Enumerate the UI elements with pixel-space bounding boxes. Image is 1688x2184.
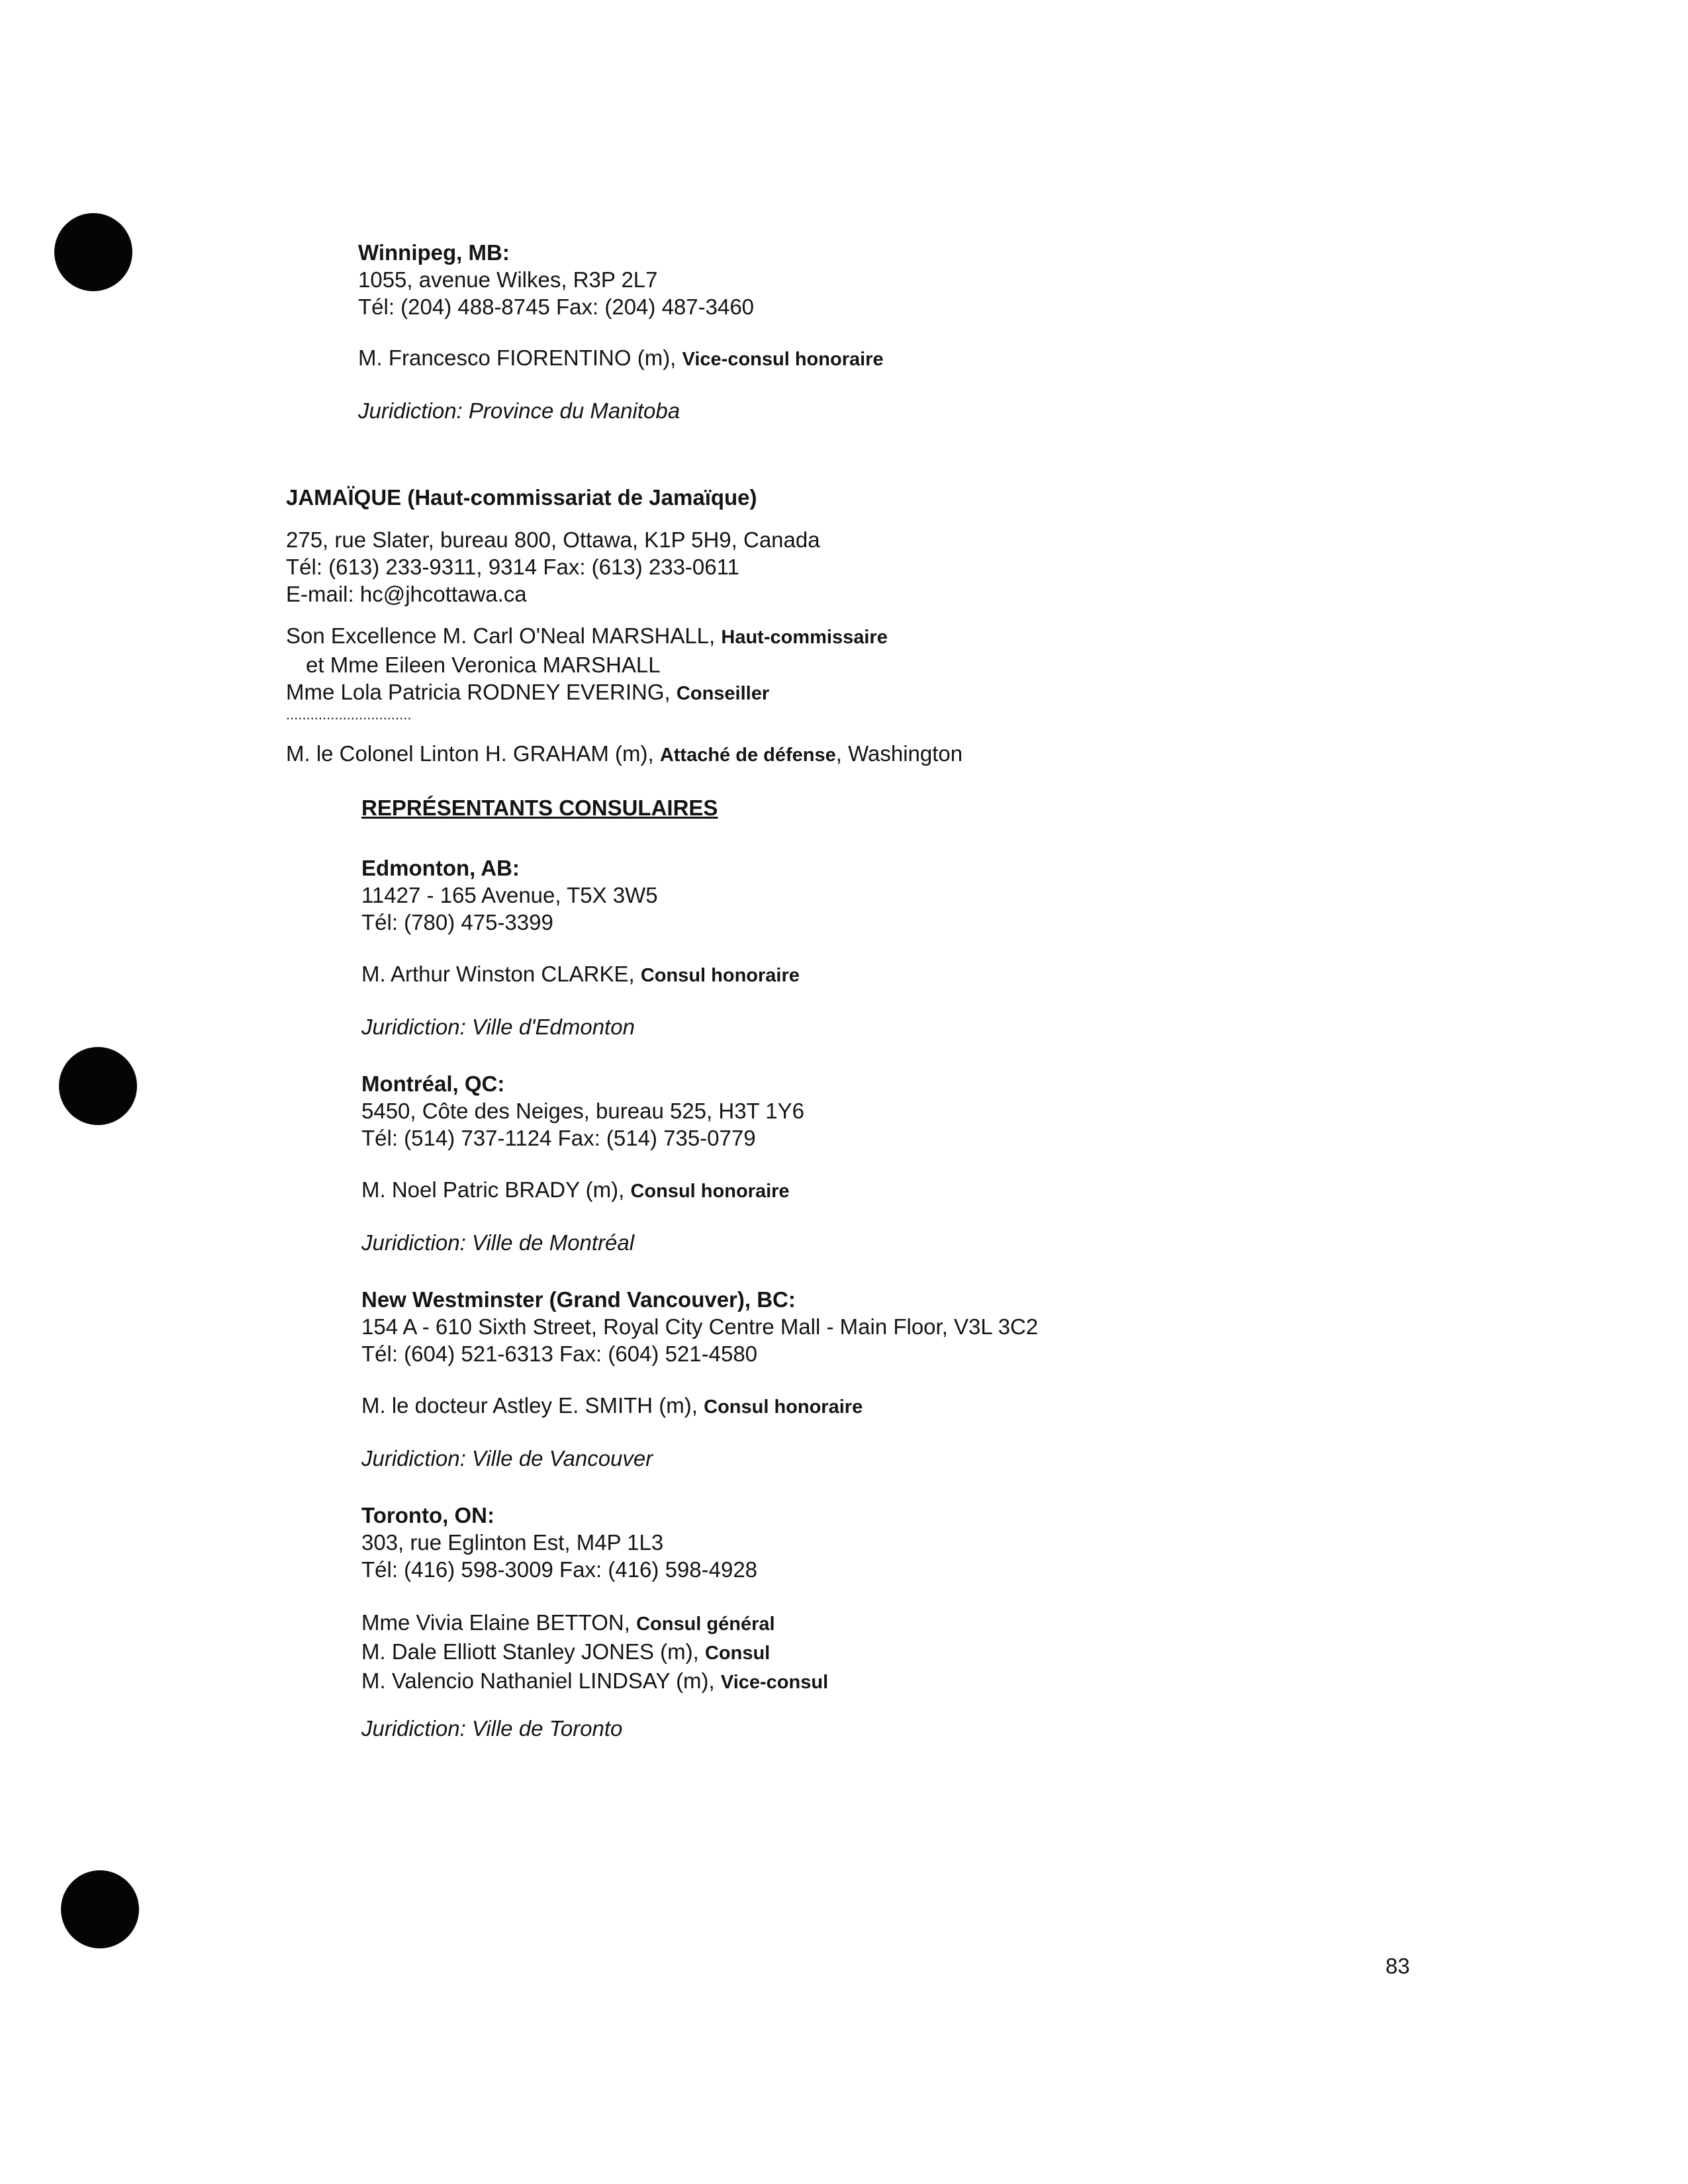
edmonton-contact (361, 854, 658, 936)
page-number: 83 (1385, 1954, 1410, 1978)
jurisdiction: Juridiction: Province du Manitoba (358, 398, 680, 423)
person-title: Consul général (636, 1614, 775, 1635)
address: 303, rue Eglinton Est, M4P 1L3 (361, 1530, 664, 1555)
city-heading: Montréal, QC: (361, 1071, 505, 1096)
location: , Washington (835, 741, 963, 766)
binder-hole-middle (59, 1047, 137, 1125)
winnipeg-official (358, 344, 884, 373)
winnipeg-contact (358, 239, 754, 320)
phone-fax: Tél: (780) 475-3399 (361, 910, 553, 934)
person-name: M. Francesco FIORENTINO (m), (358, 345, 677, 370)
winnipeg-jurisdiction (358, 397, 680, 424)
staff-line (286, 678, 888, 707)
jurisdiction: Juridiction: Ville de Montréal (361, 1230, 635, 1255)
toronto-staff (361, 1609, 828, 1696)
montreal-official (361, 1176, 790, 1205)
edmonton-jurisdiction (361, 1013, 635, 1040)
section-heading (361, 794, 718, 821)
phone-fax: Tél: (613) 233-9311, 9314 Fax: (613) 233-0611 (286, 555, 739, 579)
phone-fax: Tél: (604) 521-6313 Fax: (604) 521-4580 (361, 1342, 758, 1366)
address: 5450, Côte des Neiges, bureau 525, H3T 1Y6 (361, 1099, 805, 1123)
city-heading: New Westminster (Grand Vancouver), BC: (361, 1287, 796, 1312)
jurisdiction: Juridiction: Ville d'Edmonton (361, 1015, 635, 1039)
person-name: M. Arthur Winston CLARKE, (361, 962, 635, 986)
toronto-jurisdiction (361, 1715, 622, 1742)
person-name: M. Noel Patric BRADY (m), (361, 1177, 625, 1202)
toronto-contact (361, 1502, 757, 1583)
person-title: Consul honoraire (704, 1396, 863, 1418)
person-name: Son Excellence M. Carl O'Neal MARSHALL, (286, 623, 716, 648)
staff-line (361, 1609, 828, 1638)
address: 11427 - 165 Avenue, T5X 3W5 (361, 883, 658, 907)
person-name: M. le docteur Astley E. SMITH (m), (361, 1393, 698, 1418)
staff-line (286, 622, 888, 651)
person-name: M. Valencio Nathaniel LINDSAY (m), (361, 1668, 715, 1693)
city-heading: Winnipeg, MB: (358, 240, 510, 265)
person-title: Haut-commissaire (721, 627, 888, 648)
person-name: et Mme Eileen Veronica MARSHALL (306, 653, 661, 677)
address: 1055, avenue Wilkes, R3P 2L7 (358, 267, 658, 292)
consular-heading: REPRÉSENTANTS CONSULAIRES (361, 796, 718, 820)
montreal-contact (361, 1070, 804, 1152)
jurisdiction: Juridiction: Ville de Toronto (361, 1716, 623, 1741)
jurisdiction: Juridiction: Ville de Vancouver (361, 1446, 653, 1471)
phone-fax: Tél: (204) 488-8745 Fax: (204) 487-3460 (358, 295, 755, 319)
city-heading: Toronto, ON: (361, 1503, 494, 1527)
person-name: Mme Vivia Elaine BETTON, (361, 1610, 630, 1635)
country-title: JAMAÏQUE (Haut-commissariat de Jamaïque) (286, 485, 757, 510)
jamaica-staff (286, 622, 888, 722)
person-title: Vice-consul honoraire (682, 349, 884, 370)
binder-hole-bottom (61, 1870, 139, 1948)
city-heading: Edmonton, AB: (361, 856, 520, 880)
staff-line (286, 651, 888, 678)
new-westminster-official (361, 1392, 863, 1421)
address: 275, rue Slater, bureau 800, Ottawa, K1P 5H9, Canada (286, 527, 820, 552)
defense-attache (286, 740, 962, 769)
phone-fax: Tél: (416) 598-3009 Fax: (416) 598-4928 (361, 1557, 758, 1582)
person-name: M. le Colonel Linton H. GRAHAM (m), (286, 741, 654, 766)
new-westminster-jurisdiction (361, 1445, 653, 1472)
staff-line (361, 1667, 828, 1696)
jamaica-contact (286, 526, 820, 608)
person-title: Conseiller (676, 683, 770, 704)
person-name: M. Dale Elliott Stanley JONES (m), (361, 1639, 699, 1664)
dotted-separator: ............................... (286, 706, 412, 723)
edmonton-official (361, 960, 800, 989)
montreal-jurisdiction (361, 1229, 634, 1256)
address: 154 A - 610 Sixth Street, Royal City Centre Mall - Main Floor, V3L 3C2 (361, 1314, 1039, 1339)
staff-line (361, 1638, 828, 1667)
person-title: Consul (704, 1643, 771, 1664)
person-title: Consul honoraire (630, 1181, 790, 1202)
new-westminster-contact (361, 1286, 1038, 1367)
country-heading (286, 484, 757, 511)
person-title: Attaché de défense (659, 745, 836, 766)
person-title: Consul honoraire (640, 965, 800, 986)
email: E-mail: hc@jhcottawa.ca (286, 582, 527, 606)
binder-hole-top (54, 213, 132, 291)
person-title: Vice-consul (720, 1672, 829, 1693)
phone-fax: Tél: (514) 737-1124 Fax: (514) 735-0779 (361, 1126, 756, 1150)
person-name: Mme Lola Patricia RODNEY EVERING, (286, 680, 671, 704)
